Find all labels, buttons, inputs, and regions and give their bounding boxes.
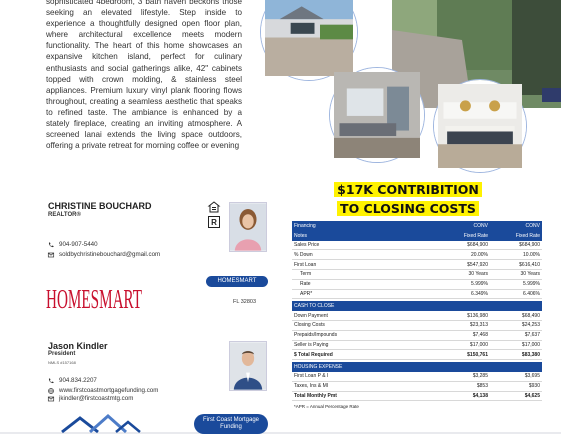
- row-value-1: $4,138: [472, 392, 488, 399]
- row-label: % Down: [294, 251, 313, 258]
- agent-photo: [229, 202, 267, 252]
- row-value-1: $7,468: [472, 332, 488, 339]
- row-label: First Loan P & I: [294, 373, 329, 380]
- agent-address-tail: FL 32803: [233, 299, 257, 305]
- first-coast-button[interactable]: First Coast Mortgage Funding: [194, 414, 268, 434]
- lender-website: www.firstcoastmortgagefunding.com: [59, 387, 159, 394]
- row-label: First Loan: [294, 261, 317, 268]
- row-label: Rate: [300, 281, 311, 288]
- lender-email-row[interactable]: [48, 395, 133, 402]
- table-subheader-label: Notes: [294, 232, 308, 239]
- lender-phone-row[interactable]: [48, 377, 97, 384]
- first-coast-roof-logo: [60, 414, 140, 432]
- row-value-2: $4,625: [524, 392, 540, 399]
- table-row: [292, 241, 542, 251]
- table-header-label: Financing: [294, 222, 316, 229]
- row-value-1: $136,980: [467, 312, 488, 319]
- row-label: Total Monthly Pmt: [294, 392, 337, 399]
- lender-email: jkindler@firstcoastmtg.com: [59, 395, 134, 402]
- promo-line-1: $17K CONTRIBITION: [334, 182, 482, 197]
- row-value-1: $684,900: [467, 241, 488, 248]
- row-label: Seller is Paying: [294, 341, 329, 348]
- row-value-2: $17,000: [521, 341, 540, 348]
- email-icon: [48, 252, 54, 258]
- table-row-total: [292, 392, 542, 402]
- row-value-2: $24,253: [521, 322, 540, 329]
- agent-phone-row[interactable]: [48, 241, 98, 248]
- equal-housing-icon: [208, 201, 220, 213]
- table-row: [292, 382, 542, 392]
- table-row: [292, 331, 542, 341]
- row-value-1: 6.349%: [471, 290, 488, 297]
- kitchen-circle-photo: [434, 80, 526, 172]
- homesmart-button[interactable]: HOMESMART: [206, 276, 268, 287]
- row-value-1: 20.00%: [471, 251, 488, 258]
- row-value-2: $68,490: [521, 312, 540, 319]
- agent-title: REALTOR®: [48, 212, 81, 218]
- financing-table: [292, 221, 542, 411]
- row-value-1: $547,920: [467, 261, 488, 268]
- row-label: Down Payment: [294, 312, 328, 319]
- row-value-1: $17,000: [469, 341, 488, 348]
- table-row: [292, 260, 542, 270]
- phone-icon: [48, 242, 54, 248]
- table-subheader-col1: Fixed Rate: [463, 232, 488, 239]
- row-label: Term: [300, 271, 312, 278]
- lender-name: Jason Kindler: [48, 341, 108, 351]
- table-row: [292, 311, 542, 321]
- promo-line-2: TO CLOSING COSTS: [337, 201, 479, 216]
- row-value-2: 6.406%: [523, 290, 540, 297]
- living-room-circle-photo: [330, 68, 424, 162]
- section-title: HOUSING EXPENSE: [294, 364, 343, 371]
- lender-website-row[interactable]: [48, 387, 158, 394]
- row-value-1: $3,285: [472, 373, 488, 380]
- agent-name: CHRISTINE BOUCHARD: [48, 201, 152, 211]
- lender-phone: 904.834.2207: [59, 377, 97, 384]
- section-title: CASH TO CLOSE: [294, 303, 335, 310]
- table-footnote: *APR = Annual Percentage Rate: [294, 403, 359, 409]
- row-label: Taxes, Ins & MI: [294, 383, 329, 390]
- row-value-1: $150,761: [467, 351, 488, 358]
- row-value-2: $684,900: [519, 241, 540, 248]
- lender-photo: [229, 341, 267, 391]
- table-row: [292, 280, 542, 290]
- table-row: [292, 250, 542, 260]
- row-value-1: 30 Years: [468, 271, 488, 278]
- row-value-1: 5.999%: [471, 281, 488, 288]
- table-row: [292, 321, 542, 331]
- table-row: [292, 372, 542, 382]
- table-header-col2: CONV: [525, 222, 540, 229]
- row-value-2: $7,637: [524, 332, 540, 339]
- email-icon: [48, 396, 54, 402]
- row-label: Sales Price: [294, 241, 320, 248]
- lender-title: President: [48, 351, 76, 357]
- closing-cost-promo: [303, 180, 513, 218]
- globe-icon: [48, 388, 54, 394]
- table-header-col1: CONV: [473, 222, 488, 229]
- row-value-1: $23,313: [469, 322, 488, 329]
- row-label: Closing Costs: [294, 322, 325, 329]
- agent-phone: 904-907-5440: [59, 241, 98, 248]
- row-value-2: 10.00%: [523, 251, 540, 258]
- table-subheader-col2: Fixed Rate: [515, 232, 540, 239]
- row-label: $ Total Required: [294, 351, 333, 358]
- table-row: [292, 270, 542, 280]
- table-subheader-row: [292, 231, 542, 241]
- realtor-logo-icon: [208, 216, 220, 228]
- row-value-1: $853: [476, 383, 488, 390]
- table-row: [292, 341, 542, 351]
- cash-to-close-header: [292, 301, 542, 311]
- housing-expense-header: [292, 362, 542, 372]
- row-value-2: 5.999%: [523, 281, 540, 288]
- table-footnote-row: [292, 401, 542, 411]
- row-value-2: 30 Years: [520, 271, 540, 278]
- homesmart-logo: [46, 278, 142, 320]
- table-row: [292, 290, 542, 300]
- row-value-2: $83,380: [521, 351, 540, 358]
- agent-email-row[interactable]: [48, 251, 160, 258]
- svg-text:R: R: [211, 218, 217, 227]
- row-value-2: $930: [528, 383, 540, 390]
- lender-nmls: NMLS #157168: [48, 360, 76, 365]
- row-value-2: $616,410: [519, 261, 540, 268]
- row-value-2: $3,695: [524, 373, 540, 380]
- row-label: APR*: [300, 290, 313, 297]
- table-row-total: [292, 350, 542, 360]
- phone-icon: [48, 378, 54, 384]
- property-description: sophisticated 4bedroom, 3 bath haven beckons those seeking an elevated lifestyle. Step inside to experience a thoughtfully designed open floor plan, where architectural excellence meets modern functionality. The heart of this home showcases an expansive kitchen island, perfect for culinary enthusiasts and social gatherings alike, 42" cabinets topped with crown molding, & stainless steel appliances. Premium luxury vinyl plank flooring flows throughout, creating a seamless aesthetic that speaks to refined taste. The ambiance is enhanced by a stately fireplace, creating an inviting atmosphere. A screened lanai extends the living space outdoors, offering a private retreat for morning coffee or evening: [46, 0, 242, 151]
- agent-email: soldbychristinebouchard@gmail.com: [59, 251, 161, 258]
- row-label: Prepaids/Impounds: [294, 332, 338, 339]
- table-header-row: [292, 221, 542, 231]
- exterior-circle-photo: [261, 0, 357, 80]
- homesmart-logo-text: HOMESMART: [46, 284, 143, 314]
